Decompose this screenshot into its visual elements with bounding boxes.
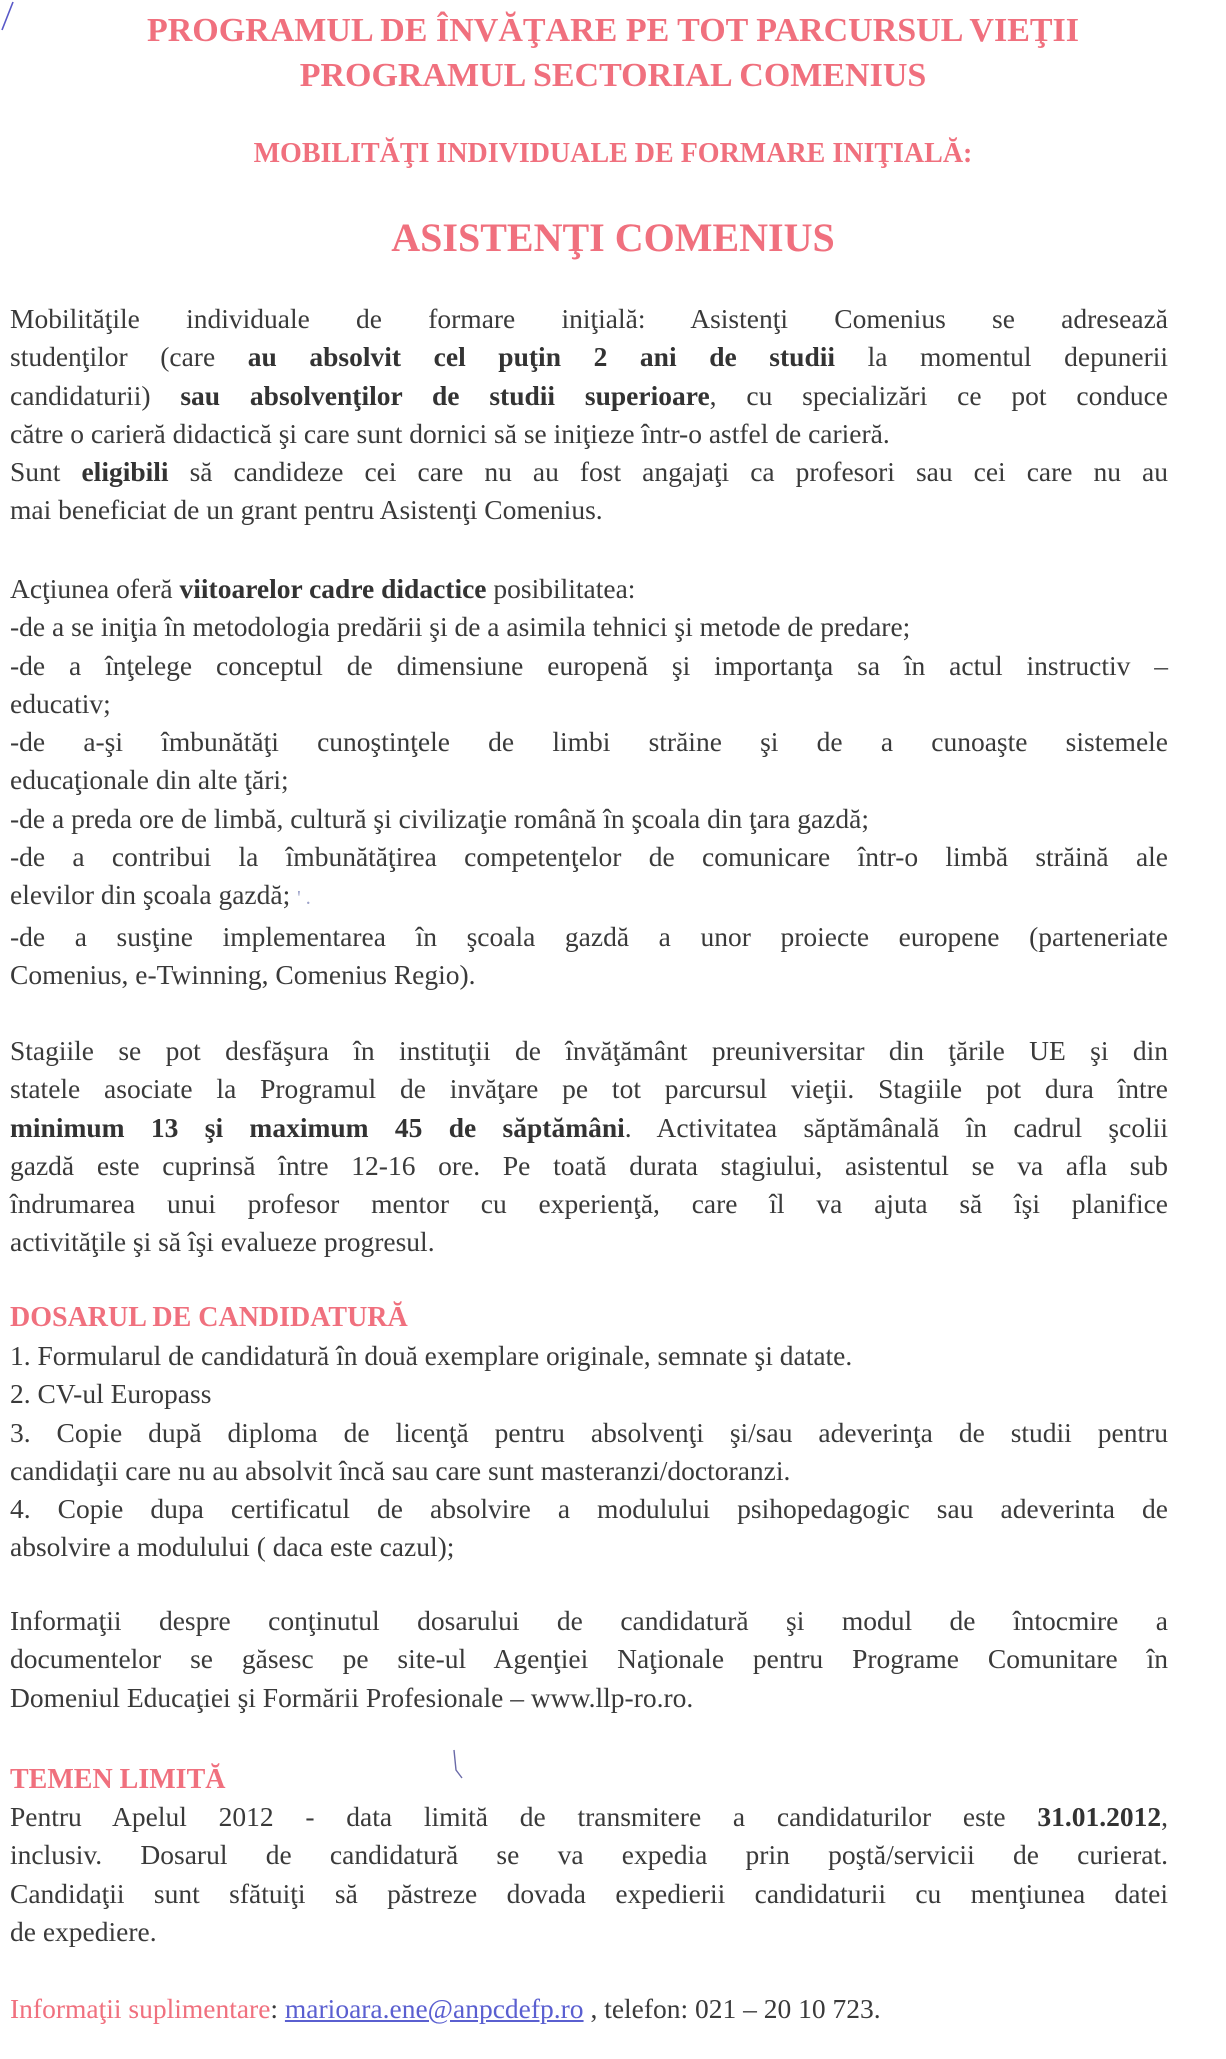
bold-text: minimum 13 şi maximum 45 de săptămâni [10,1111,625,1143]
intro-line: studenţilor (care au absolvit cel puţin 2 ani de studii la momentul depunerii [10,341,1169,373]
info-line: Domeniul Educaţiei şi Formării Profesionale – www.llp-ro.ro. [10,1681,694,1713]
program-title: PROGRAMUL DE ÎNVĂŢARE PE TOT PARCURSUL VIEŢII [146,12,1080,49]
dossier-item: 2. CV-ul Europass [10,1378,212,1410]
bold-text: viitoarelor cadre didactice [179,573,487,604]
deadline-heading: TEMEN LIMITĂ [10,1764,226,1795]
intro-paragraph [10,300,1168,530]
contact-label: Informaţii suplimentare [10,1993,271,2024]
intro-line: Mobilităţile individuale de formare iniţială: Asistenţi Comenius se adresează [10,303,1168,334]
info-line: Informaţii despre conţinutul dosarului de candidatură şi modul de întocmire a [10,1605,1168,1636]
action-item-cont: educativ; [10,687,111,719]
action-item-cont: educaţionale din alte ţări; [10,764,289,796]
internships-paragraph [10,1032,1168,1262]
eligibility-line: mai beneficiat de un grant pentru Asistenţi Comenius. [10,494,603,526]
stray-marks: ' . [297,887,311,910]
action-item: -de a contribui la îmbunătăţirea competenţelor de comunicare într-o limbă străină ale [10,841,1168,873]
deadline-date: 31.01.2012 [1037,1801,1162,1832]
dossier-item: 3. Copie după diploma de licenţă pentru absolvenţi şi/sau adeverinţa de studii pentru [10,1416,1168,1448]
intro-line: către o carieră didactică şi care sunt dornici să se iniţieze într-o astfel de carieră. [10,417,890,449]
deadline-line: inclusiv. Dosarul de candidatură se va expedia prin poştă/servicii de curierat. [10,1839,1168,1871]
internships-line: minimum 13 şi maximum 45 de săptămâni. Activitatea săptămânală în cadrul şcolii [10,1111,1168,1143]
deadline-line: Pentru Apelul 2012 - data limită de transmitere a candidaturilor este 31.01.2012, [10,1801,1168,1832]
deadline-line: Candidaţii sunt sfătuiţi să păstreze dovada expedierii candidaturii cu menţiunea datei [10,1877,1168,1909]
action-item-cont: Comenius, e-Twinning, Comenius Regio). [10,958,476,990]
action-item: -de a susţine implementarea în şcoala gazdă a unor proiecte europene (parteneriate [10,920,1168,952]
info-line: documentelor se găsesc pe site-ul Agenţiei Naţionale pentru Programe Comunitare în [10,1643,1168,1675]
internships-line: statele asociate la Programul de invăţare pe tot parcursul vieţii. Stagiile pot dura între [10,1073,1168,1105]
contact-email-link[interactable]: marioara.ene@anpcdefp.ro [284,1993,584,2024]
action-item: -de a preda ore de limbă, cultură şi civilizaţie română în şcoala din ţara gazdă; [10,802,869,834]
internships-line: activităţile şi să îşi evalueze progresul. [10,1226,435,1258]
actions-section [10,570,1168,994]
dossier-item: 1. Formularul de candidatură în două exemplare originale, semnate şi datate. [10,1340,853,1371]
contact-footer: Informaţii suplimentare: marioara.ene@anpcdefp.ro , telefon: 021 – 20 10 723. [10,1993,881,2024]
actions-lead: Acţiunea oferă viitoarelor cadre didactice posibilitatea: [10,573,636,604]
bold-text: au absolvit cel puţin 2 ani de studii [247,341,836,373]
internships-line: Stagiile se pot desfăşura în instituţii de învăţământ preuniversitar din ţările UE şi din [10,1035,1168,1066]
action-item-cont: elevilor din şcoala gazdă; ' . [10,879,311,911]
eligibility-line: Sunt eligibili să candideze cei care nu au fost angajaţi ca profesori sau cei care nu au [10,456,1168,488]
bold-text: sau absolvenţilor de studii superioare [180,379,710,411]
handwritten-tick-mark [450,1748,470,1784]
action-item: -de a-şi îmbunătăţi cunoştinţele de limbi străine şi de a cunoaşte sistemele [10,726,1168,758]
deadline-paragraph [10,1798,1168,1951]
internships-line: gazdă este cuprinsă între 12-16 ore. Pe toată durata stagiului, asistentul se va afla sub [10,1149,1168,1181]
mobility-subtitle: MOBILITĂŢI INDIVIDUALE DE FORMARE INIŢIALĂ: [253,138,973,169]
dossier-item-cont: candidaţii care nu au absolvit încă sau care sunt masteranzi/doctoranzi. [10,1454,791,1486]
dossier-item-cont: absolvire a modulului ( daca este cazul); [10,1531,455,1563]
action-item: -de a înţelege conceptul de dimensiune europenă şi importanţa sa în actul instructiv – [10,649,1168,681]
dossier-list [10,1337,1168,1567]
bold-text: eligibili [81,456,169,488]
contact-phone: , telefon: 021 – 20 10 723. [583,1993,881,2024]
dossier-heading: DOSARUL DE CANDIDATURĂ [10,1302,408,1333]
main-title: ASISTENŢI COMENIUS [391,215,835,260]
dossier-item: 4. Copie dupa certificatul de absolvire a modulului psihopedagogic sau adeverinta de [10,1493,1168,1525]
info-paragraph [10,1602,1168,1717]
action-item: -de a se iniţia în metodologia predării şi de a asimila tehnici şi metode de predare; [10,611,911,643]
deadline-line: de expediere. [10,1915,157,1947]
intro-line: candidaturii) sau absolvenţilor de studii superioare, cu specializări ce pot conduce [10,379,1168,411]
sector-program-title: PROGRAMUL SECTORIAL COMENIUS [299,57,927,94]
internships-line: îndrumarea unui profesor mentor cu experienţă, care îl va ajuta să îşi planifice [10,1188,1168,1220]
